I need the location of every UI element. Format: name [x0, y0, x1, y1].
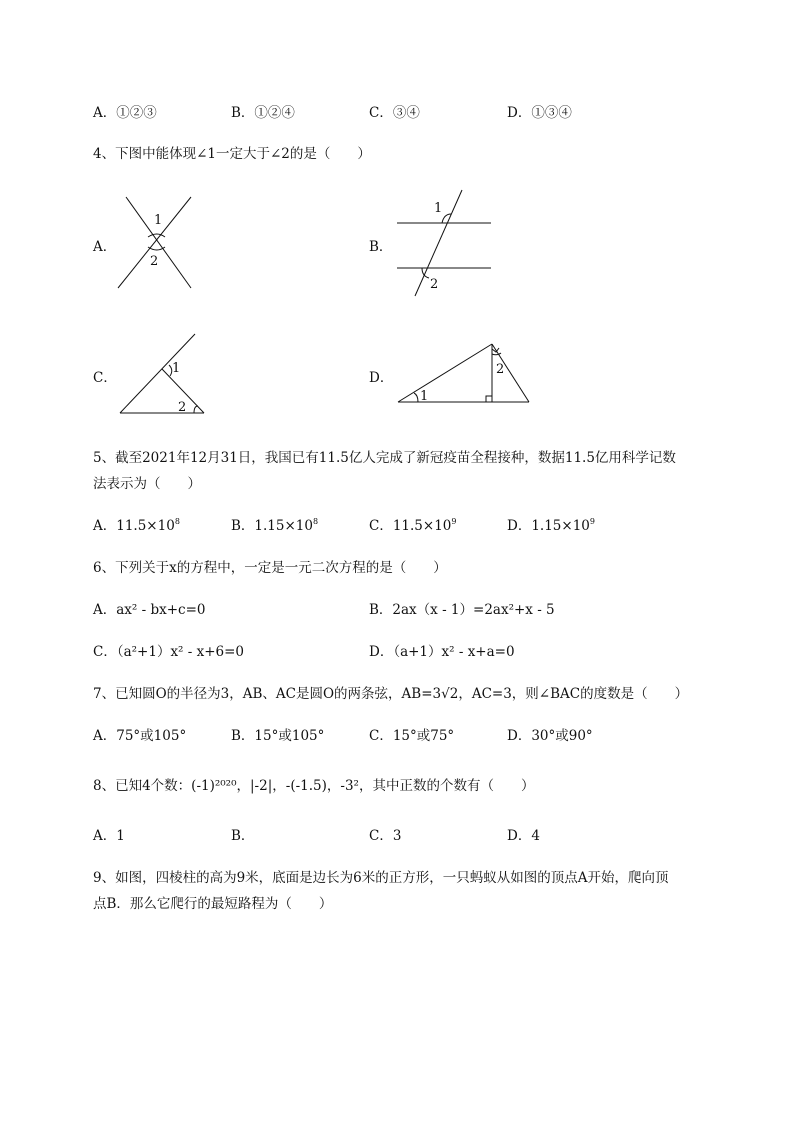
q6-option-d: D．（a+1）x² - x+a=0	[369, 644, 515, 660]
q5-stem-line2: 法表示为（ ）	[93, 476, 201, 492]
q4-figure-d	[396, 342, 532, 405]
q8-option-a: A．1	[93, 828, 125, 844]
q7-option-a: A．75°或105°	[93, 728, 187, 744]
q5-option-c: C．$11.5\times 10^9$	[369, 517, 457, 534]
q7-option-c: C．15°或75°	[369, 728, 455, 744]
q4-b-angle-1: 1	[434, 201, 443, 216]
q4-c-angle-2: 2	[178, 400, 187, 415]
q7-stem: 7、已知圆O的半径为3，AB、AC是圆O的两条弦，AB=3√2，AC=3，则∠BAC的度数是（ ）	[93, 686, 689, 702]
q7-option-b: B．15°或105°	[231, 728, 325, 744]
q5-option-d: D．$1.15\times 10^9$	[507, 517, 595, 534]
q6-option-b: B．2ax（x - 1）=2ax²+x - 5	[369, 602, 555, 618]
q4-b-angle-2: 2	[430, 277, 439, 292]
q8-option-c: C．3	[369, 828, 402, 844]
q5-option-b: B．$1.15\times 10^8$	[231, 517, 319, 534]
q4-figure-a	[118, 195, 193, 290]
q4-stem: 4、下图中能体现∠1一定大于∠2的是（ ）	[93, 146, 371, 162]
q4-d-angle-2: 2	[496, 362, 505, 377]
q4-figure-c	[118, 332, 208, 417]
q6-option-c: C．（a²+1）x² - x+6=0	[93, 644, 245, 660]
q4-option-d-label: D．	[369, 370, 394, 386]
q4-c-angle-1: 1	[172, 361, 181, 376]
q4-option-c-label: C．	[93, 370, 117, 386]
q4-option-a-label: A．	[93, 239, 117, 255]
q9-stem-line1: 9、如图，四棱柱的高为9米，底面是边长为6米的正方形，一只蚂蚁从如图的顶点A开始，爬向顶	[93, 870, 669, 886]
q8-option-b: B．	[231, 828, 255, 844]
q4-figure-b	[395, 188, 495, 298]
q4-d-angle-1: 1	[420, 389, 429, 404]
q8-stem: 8、已知4个数：(-1)²⁰²⁰，|-2|，-(-1.5)，-3²，其中正数的个数有（ ）	[93, 778, 535, 794]
q5-stem-line1: 5、截至2021年12月31日，我国已有11.5亿人完成了新冠疫苗全程接种，数据11.5亿用科学记数	[93, 450, 676, 466]
q6-stem: 6、下列关于x的方程中，一定是一元二次方程的是（ ）	[93, 560, 447, 576]
q3-option-a: A．①②③	[93, 105, 157, 121]
q4-a-angle-1: 1	[154, 213, 163, 228]
q4-a-angle-2: 2	[150, 254, 159, 269]
q5-option-a: A．$11.5\times 10^8$	[93, 517, 180, 534]
q6-option-a: A．ax² - bx+c=0	[93, 602, 206, 618]
q4-option-b-label: B．	[369, 239, 393, 255]
q9-stem-line2: 点B．那么它爬行的最短路程为（ ）	[93, 896, 333, 912]
q8-option-d: D．4	[507, 828, 540, 844]
q7-option-d: D．30°或90°	[507, 728, 593, 744]
q3-option-c: C．③④	[369, 105, 420, 121]
q3-option-d: D．①③④	[507, 105, 572, 121]
q3-option-b: B．①②④	[231, 105, 295, 121]
